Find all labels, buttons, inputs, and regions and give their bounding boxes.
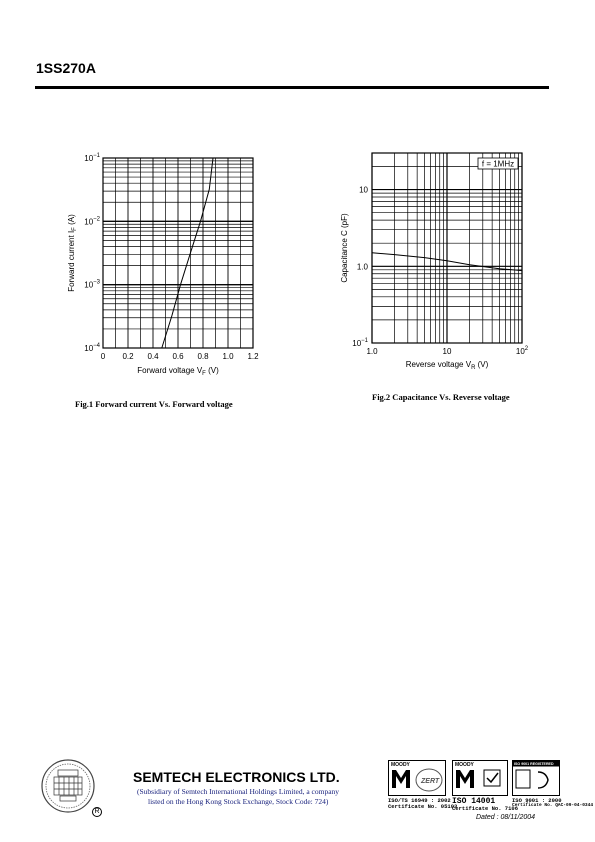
cert2-line1: ISO 14001 [452, 797, 496, 806]
fig1-ytick-label: $10^{-2}$ [84, 216, 100, 227]
fig1-xtick-label: 1.2 [247, 352, 259, 361]
fig2-xtick-label: 1.0 [366, 347, 378, 356]
dated-label: Dated : 08/11/2004 [476, 814, 536, 821]
semtech-logo [40, 758, 96, 814]
cert3-line2: Certificate No. QAC-09-04-0344 [512, 803, 594, 808]
fig2-legend-text: f = 1MHz [481, 159, 515, 169]
fig1-caption: Fig.1 Forward current Vs. Forward voltage [75, 399, 233, 409]
fig1-y-axis-label: Forward current $I_F$ (A) [67, 214, 78, 292]
fig2-legend [478, 158, 518, 169]
fig1-ytick-label: $10^{-4}$ [84, 343, 100, 353]
fig1-ytick-label: $10^{-1}$ [84, 153, 100, 163]
capacitance-chart [335, 145, 545, 375]
fig1-series-line [162, 158, 213, 348]
subsidiary-line-1: (Subsidiary of Semtech International Holdings Limited, a company [137, 787, 340, 796]
fig2-y-axis-label: Capacitance C (pF) [340, 213, 349, 283]
forward-current-chart [60, 145, 270, 385]
fig1-xtick-label: 0.6 [172, 352, 184, 361]
fig2-x-axis-label: Reverse voltage $V_R$ (V) [405, 360, 489, 371]
registered-mark: R [92, 807, 102, 817]
fig2-ytick-label: $10^{-1}$ [352, 338, 368, 348]
svg-text:ZERT: ZERT [421, 778, 440, 785]
fig1-grid [103, 158, 253, 348]
cert1-line2: Certificate No. 05103 [388, 803, 458, 810]
fig1-x-axis-label: Forward voltage $V_F$ (V) [137, 366, 219, 377]
cert2-line2: Certificate No. 7106 [452, 805, 519, 812]
fig1-xtick-label: 1.0 [222, 352, 234, 361]
fig1-xtick-label: 0.8 [197, 352, 209, 361]
cert3-line1: ISO 9001 : 2000 [512, 797, 562, 804]
fig2-ytick-label: 1.0 [356, 262, 368, 272]
cert1-label: MOODY [391, 762, 410, 768]
fig1-xtick-label: 0.4 [147, 352, 159, 361]
header-rule [35, 86, 549, 89]
fig1-xtick-label: 0.2 [122, 352, 134, 361]
fig2-grid [372, 153, 522, 343]
fig1-xtick-label: 0 [100, 352, 106, 361]
fig2-xtick-label: $10^2$ [515, 346, 529, 356]
fig2-ytick-label: 10 [359, 185, 368, 195]
company-name: SEMTECH ELECTRONICS LTD. [133, 769, 340, 785]
fig1-ytick-label: $10^{-3}$ [84, 279, 100, 290]
fig2-xtick-label: 10 [442, 347, 452, 356]
cert2-label: MOODY [455, 762, 474, 768]
cert3-label: ISO 9001 REGISTERED [514, 762, 554, 766]
part-number-title: 1SS270A [36, 60, 96, 76]
fig2-caption: Fig.2 Capacitance Vs. Reverse voltage [372, 392, 510, 402]
cert1-line1: ISO/TS 16949 : 2002 [388, 797, 451, 804]
subsidiary-line-2: listed on the Hong Kong Stock Exchange, Stock Code: 724) [148, 797, 329, 806]
